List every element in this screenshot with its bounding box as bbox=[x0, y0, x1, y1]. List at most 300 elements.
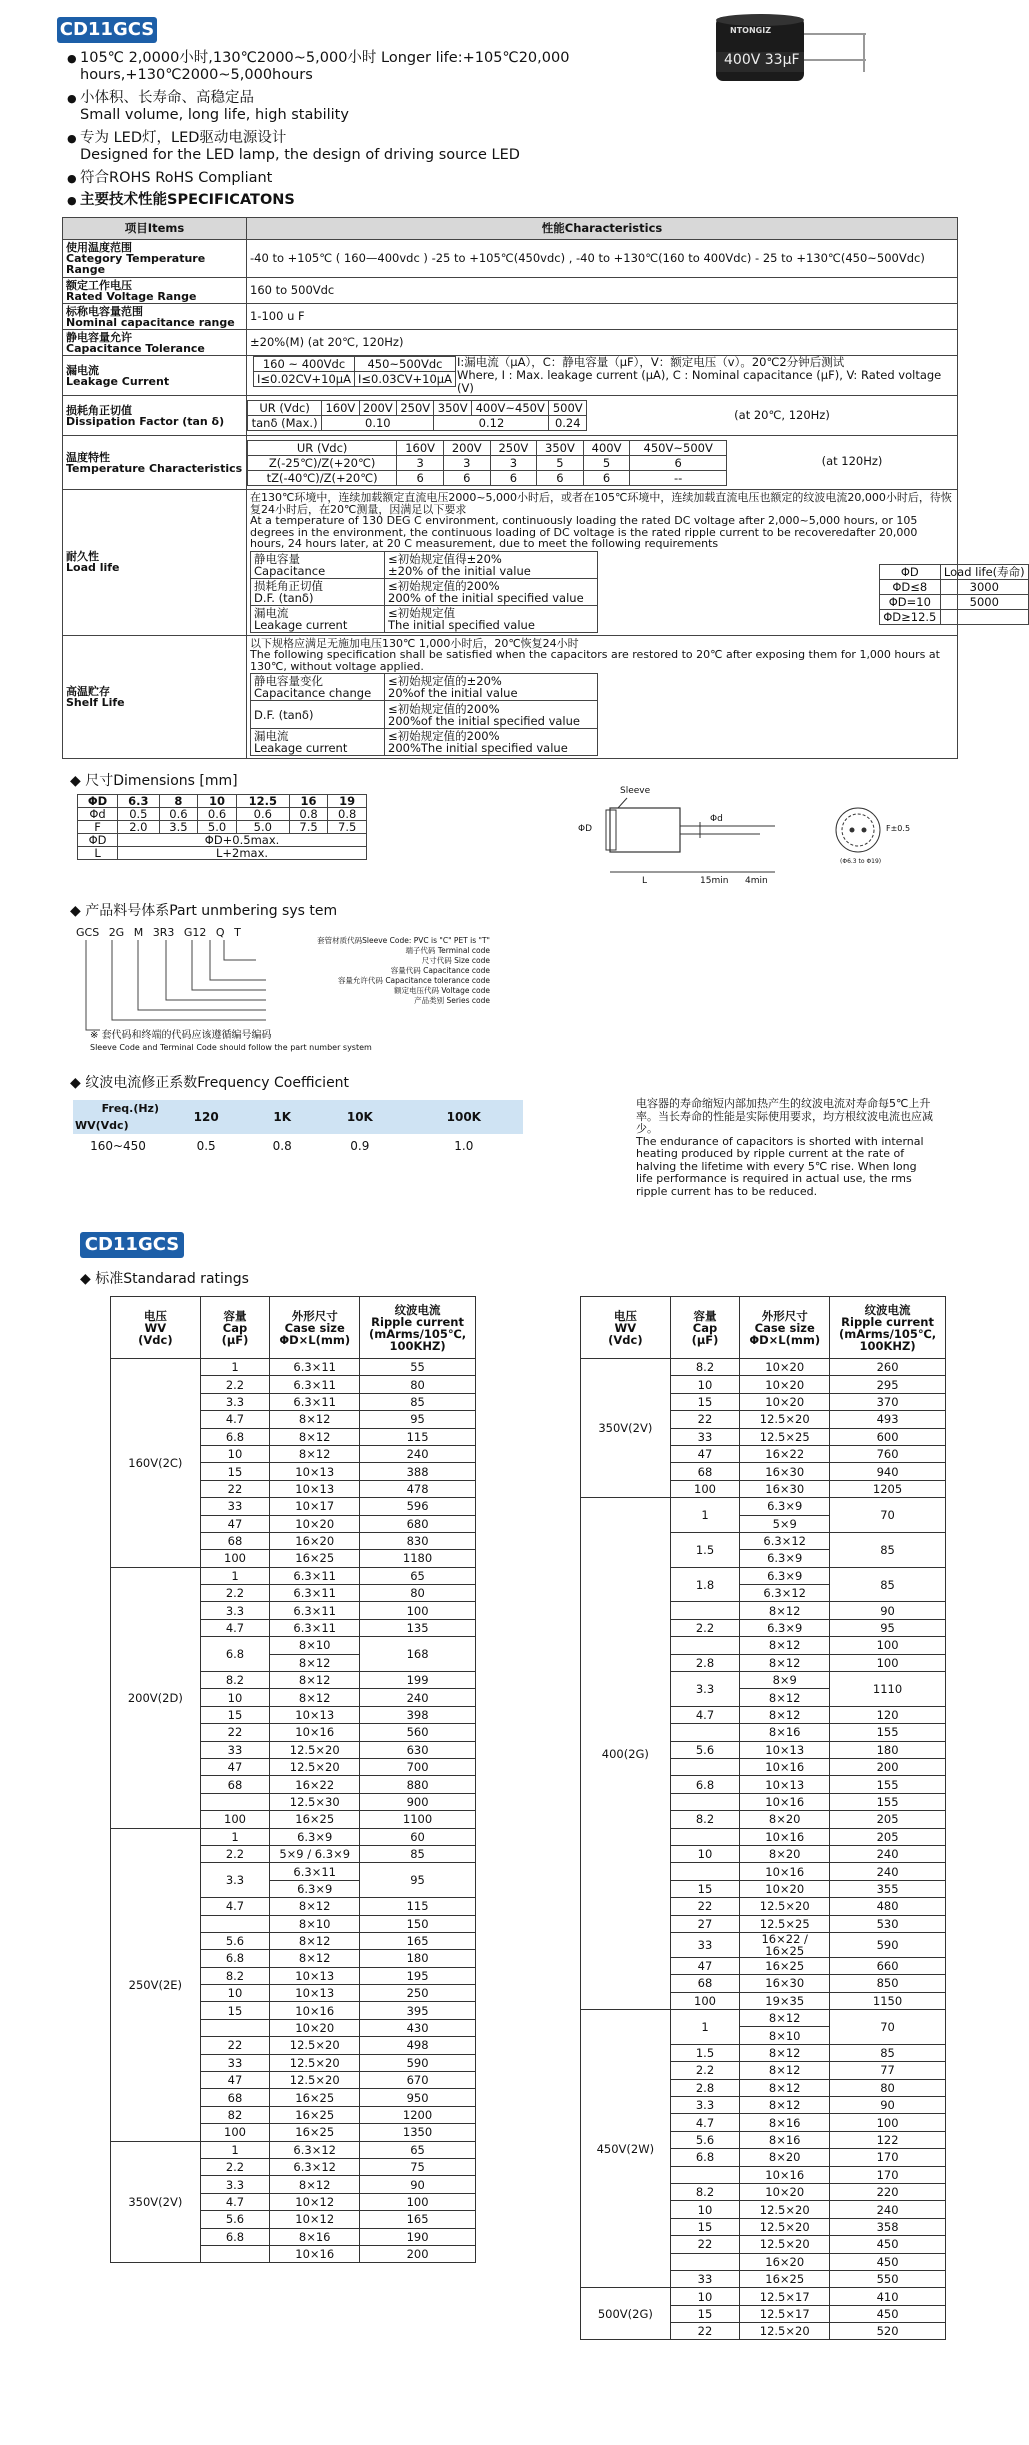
ratings-cap: 2.2 bbox=[670, 1619, 740, 1636]
ratings-cap: 15 bbox=[670, 1393, 740, 1410]
ratings-cap: 8.2 bbox=[670, 1359, 740, 1376]
feature-2: ● 小体积、长寿命、高稳定品 Small volume, long life, high stability bbox=[67, 90, 349, 123]
spec-row-cap-range: 标称电容量范围 Nominal capacitance range bbox=[63, 304, 247, 330]
ratings-size: 10×20 bbox=[740, 1393, 830, 1410]
spec-head-items: 项目Items bbox=[63, 218, 247, 240]
ratings-cap: 4.7 bbox=[670, 1706, 740, 1723]
ratings-ripple: 700 bbox=[360, 1758, 476, 1775]
ratings-size: 10×13 bbox=[740, 1776, 830, 1793]
ratings-ripple: 493 bbox=[830, 1411, 946, 1428]
ratings-ripple: 358 bbox=[830, 2218, 946, 2235]
ratings-ripple: 1110 bbox=[830, 1672, 946, 1707]
ratings-size: 10×20 bbox=[270, 1515, 360, 1532]
ratings-cap: 10 bbox=[670, 1845, 740, 1862]
ratings-ripple: 355 bbox=[830, 1880, 946, 1897]
ratings-ripple: 1180 bbox=[360, 1550, 476, 1567]
ratings-wv: 400(2G) bbox=[581, 1498, 671, 2010]
ratings-ripple: 195 bbox=[360, 1967, 476, 1984]
ratings-cap: 10 bbox=[670, 1376, 740, 1393]
partnum-labels: 套管材质代码Sleeve Code: PVC is "C" PET is "T" 端子代码 Terminal code 尺寸代码 Size code 容量代码 Capacitance code 容量允许代码 Capacitance tolerance code 额定电压代码 Voltage code 产品类别 Series code bbox=[317, 936, 490, 1005]
ratings-cap bbox=[200, 1915, 270, 1932]
ratings-size: 8×12 bbox=[270, 1428, 360, 1445]
ratings-cap bbox=[670, 1637, 740, 1654]
ratings-cap: 22 bbox=[670, 1898, 740, 1915]
ratings-ripple: 170 bbox=[830, 2166, 946, 2183]
ratings-ripple: 850 bbox=[830, 1975, 946, 1992]
ratings-size: 12.5×20 bbox=[740, 2236, 830, 2253]
ratings-ripple: 478 bbox=[360, 1480, 476, 1497]
ratings-cap: 33 bbox=[670, 2270, 740, 2287]
spec-row-leakage: 漏电流 Leakage Current bbox=[63, 356, 247, 396]
ratings-size: 8×12 bbox=[270, 1445, 360, 1462]
ratings-size: 10×13 bbox=[740, 1741, 830, 1758]
ratings-cap: 47 bbox=[200, 1515, 270, 1532]
ratings-ripple: 170 bbox=[830, 2149, 946, 2166]
ratings-size: 6.3×11 bbox=[270, 1567, 360, 1584]
ratings-cap: 3.3 bbox=[200, 1393, 270, 1410]
ratings-ripple: 180 bbox=[830, 1741, 946, 1758]
ratings-head-2: 外形尺寸 Case size ΦD×L(mm) bbox=[740, 1297, 830, 1359]
ratings-ripple: 498 bbox=[360, 2037, 476, 2054]
ratings-cap: 3.3 bbox=[670, 1672, 740, 1707]
ratings-size: 6.3×11 bbox=[270, 1376, 360, 1393]
ratings-cap: 5.6 bbox=[200, 1932, 270, 1949]
ratings-size: 8×12 bbox=[270, 1898, 360, 1915]
ratings-ripple: 450 bbox=[830, 2236, 946, 2253]
ratings-size: 10×13 bbox=[270, 1967, 360, 1984]
ratings-ripple: 200 bbox=[360, 2245, 476, 2262]
ratings-size: 8×12 bbox=[740, 2062, 830, 2079]
ratings-head-1: 容量 Cap (μF) bbox=[670, 1297, 740, 1359]
ratings-cap: 6.8 bbox=[200, 1428, 270, 1445]
ratings-ripple: 900 bbox=[360, 1793, 476, 1810]
partnum-note: ※ 套代码和终端的代码应该遵循编号编码 Sleeve Code and Terminal Code should follow the part number system bbox=[90, 1030, 372, 1052]
ratings-size: 16×30 bbox=[740, 1463, 830, 1480]
ratings-cap bbox=[670, 1793, 740, 1810]
ratings-size: 6.3×9 bbox=[740, 1550, 830, 1567]
spec-shelf-life-value: 以下规格应满足无施加电压130℃ 1,000小时后，20℃恢复24小时 The following specification shall be satisfied when the capacitors are restored to 20℃ after exposing them for 1,000 hours at 130℃, without voltage applied. 静电容量变化 Capacitance change ≤初始规定值的±20% 20%of the initial value D.F. (tanδ) ≤初始规定值的200% 200%of the initial specified value 漏电流 Leakage current ≤初始规定值的200% 200%The initial specified value bbox=[247, 635, 958, 759]
ratings-ripple: 65 bbox=[360, 1567, 476, 1584]
spec-load-life-value: 在130℃环境中，连续加载额定直流电压2000~5,000小时后，或者在105℃环境中，连续加载直流电压也额定的纹波电流20,000小时后，待恢复24小时后，在20℃测量，因满足以下要求 At a temperature of 130 DEG C environment, continuously loading the rated DC voltage after 2,000~5,000 hours, or 105 degrees in the environment, the continuous loading of DC voltage is the rated ripple current to be recoveredafter 20,000 hours, 24 hours later, at 20 C measurement, due to meet the following requirements 静电容量 Capacitance ≤初始规定值得±20% ±20% of the initial value 损耗角正切值 D.F. (tanδ) ≤初始规定值的200% 200% of the initial specified value 漏电流 Leakage current ≤初始规定值 The initial specified value ΦD Load life(寿命) ΦD≤8 3000 ΦD=10 5000 ΦD≥12.5 bbox=[247, 490, 958, 636]
ratings-ripple: 165 bbox=[360, 2211, 476, 2228]
ratings-size: 6.3×11 bbox=[270, 1619, 360, 1636]
ratings-size: 12.5×20 bbox=[270, 2037, 360, 2054]
ratings-cap: 8.2 bbox=[200, 1672, 270, 1689]
ratings-ripple: 680 bbox=[360, 1515, 476, 1532]
ratings-cap: 22 bbox=[200, 1480, 270, 1497]
ratings-ripple: 630 bbox=[360, 1741, 476, 1758]
ratings-size: 16×22 / 16×25 bbox=[740, 1932, 830, 1957]
ratings-ripple: 70 bbox=[830, 2010, 946, 2045]
ratings-ripple: 80 bbox=[830, 2079, 946, 2096]
ratings-cap: 3.3 bbox=[200, 1602, 270, 1619]
ratings-cap: 3.3 bbox=[670, 2097, 740, 2114]
ratings-ripple: 370 bbox=[830, 1393, 946, 1410]
ratings-cap: 15 bbox=[200, 2002, 270, 2019]
ratings-size: 8×20 bbox=[740, 1811, 830, 1828]
ratings-size: 10×20 bbox=[270, 2019, 360, 2036]
spec-leakage-value: 160 ~ 400Vdc 450~500Vdc I≤0.02CV+10μA I≤0.03CV+10μA I:漏电流（μA），C：静电容量（μF），V：额定电压（v）。20℃2分钟后测试 Where, I : Max. leakage current (μA), C : Nominal capacitance (μF), V: Rated voltage (V) bbox=[247, 356, 958, 396]
ratings-ripple: 180 bbox=[360, 1950, 476, 1967]
ratings-cap bbox=[670, 1758, 740, 1775]
ratings-size: 10×17 bbox=[270, 1498, 360, 1515]
ratings-size: 12.5×25 bbox=[740, 1915, 830, 1932]
ratings-size: 19×35 bbox=[740, 1992, 830, 2009]
ratings-size: 6.3×11 bbox=[270, 1393, 360, 1410]
ratings-ripple: 100 bbox=[360, 2193, 476, 2210]
ratings-ripple: 120 bbox=[830, 1706, 946, 1723]
ratings-wv: 250V(2E) bbox=[111, 1828, 201, 2141]
ratings-ripple: 199 bbox=[360, 1672, 476, 1689]
ratings-ripple: 450 bbox=[830, 2253, 946, 2270]
ratings-cap: 47 bbox=[200, 1758, 270, 1775]
ratings-cap: 33 bbox=[200, 2054, 270, 2071]
ratings-size: 8×12 bbox=[270, 1950, 360, 1967]
dimensions-table: ΦD 6.3 8 10 12.5 16 19 Φd 0.5 0.6 0.6 0.6 0.8 0.8 F 2.0 3.5 5.0 5.0 7.5 7.5 ΦD ΦD+0.5max. L L+2max. bbox=[77, 794, 367, 860]
ratings-head-0: 电压 WV (Vdc) bbox=[581, 1297, 671, 1359]
ratings-size: 10×20 bbox=[740, 2183, 830, 2200]
ratings-size: 6.3×9 bbox=[740, 1619, 830, 1636]
ratings-ripple: 530 bbox=[830, 1915, 946, 1932]
ratings-cap: 10 bbox=[670, 2201, 740, 2218]
ratings-ripple: 100 bbox=[360, 1602, 476, 1619]
ratings-cap: 1.8 bbox=[670, 1567, 740, 1602]
ratings-size: 5×9 bbox=[740, 1515, 830, 1532]
d-label: Φd bbox=[710, 814, 723, 824]
ratings-cap: 68 bbox=[200, 1532, 270, 1549]
ratings-cap: 6.8 bbox=[670, 1776, 740, 1793]
ratings-cap: 2.2 bbox=[670, 2062, 740, 2079]
dimension-drawing bbox=[560, 786, 940, 896]
ratings-size: 16×25 bbox=[740, 1957, 830, 1974]
ratings-ripple: 450 bbox=[830, 2305, 946, 2322]
ratings-ripple: 480 bbox=[830, 1898, 946, 1915]
ratings-size: 12.5×20 bbox=[740, 2323, 830, 2340]
ratings-size: 8×12 bbox=[740, 2044, 830, 2061]
ratings-ripple: 115 bbox=[360, 1898, 476, 1915]
ratings-table-left bbox=[110, 1296, 476, 2263]
ratings-size: 16×30 bbox=[740, 1975, 830, 1992]
ratings-cap bbox=[200, 2019, 270, 2036]
ratings-cap: 33 bbox=[670, 1428, 740, 1445]
ratings-cap: 22 bbox=[670, 2236, 740, 2253]
ratings-cap bbox=[670, 1724, 740, 1741]
ratings-ripple: 1150 bbox=[830, 1992, 946, 2009]
ratings-size: 8×20 bbox=[740, 1845, 830, 1862]
ratings-ripple: 155 bbox=[830, 1776, 946, 1793]
ratings-size: 16×25 bbox=[270, 1811, 360, 1828]
ratings-size: 6.3×9 bbox=[740, 1567, 830, 1584]
ratings-cap: 100 bbox=[200, 2124, 270, 2141]
ratings-size: 10×16 bbox=[740, 2166, 830, 2183]
ratings-size: 12.5×25 bbox=[740, 1428, 830, 1445]
drawing-note: (Φ6.3 to Φ19) bbox=[840, 858, 882, 865]
ratings-ripple: 85 bbox=[830, 1567, 946, 1602]
ratings-size: 6.3×9 bbox=[270, 1828, 360, 1845]
ratings-wv: 350V(2V) bbox=[111, 2141, 201, 2263]
ratings-cap: 1 bbox=[200, 2141, 270, 2158]
ratings-ripple: 260 bbox=[830, 1359, 946, 1376]
ratings-size: 8×12 bbox=[270, 1689, 360, 1706]
spec-temp-char-value: UR (Vdc) 160V 200V 250V 350V 400V 450V~500V Z(-25℃)/Z(+20℃) 3 3 3 5 5 6 tZ(-40℃)/Z(+20℃) 6 6 6 6 6 -- (at 120Hz) bbox=[247, 436, 958, 490]
ratings-ripple: 295 bbox=[830, 1376, 946, 1393]
spec-voltage-value: 160 to 500Vdc bbox=[247, 278, 958, 304]
ratings-size: 8×12 bbox=[740, 2097, 830, 2114]
ratings-ripple: 240 bbox=[360, 1689, 476, 1706]
ratings-cap: 2.2 bbox=[200, 1376, 270, 1393]
ratings-row bbox=[111, 1359, 476, 1376]
min4-label: 4min bbox=[745, 876, 768, 886]
ratings-cap: 15 bbox=[670, 1880, 740, 1897]
ratings-size: 8×12 bbox=[270, 1932, 360, 1949]
ratings-ripple: 240 bbox=[830, 1863, 946, 1880]
ratings-title: ◆ 标准Standarad ratings bbox=[80, 1271, 249, 1287]
ratings-size: 6.3×11 bbox=[270, 1359, 360, 1376]
ratings-size: 16×25 bbox=[270, 2106, 360, 2123]
ratings-cap: 1 bbox=[670, 1498, 740, 1533]
ratings-size: 16×20 bbox=[740, 2253, 830, 2270]
ratings-size: 10×16 bbox=[740, 1758, 830, 1775]
ratings-cap: 22 bbox=[670, 2323, 740, 2340]
ratings-size: 10×13 bbox=[270, 1985, 360, 2002]
capacitor-image bbox=[716, 12, 818, 80]
ratings-size: 12.5×20 bbox=[270, 2054, 360, 2071]
ratings-ripple: 250 bbox=[360, 1985, 476, 2002]
ratings-size: 8×16 bbox=[740, 1724, 830, 1741]
ratings-ripple: 100 bbox=[830, 2114, 946, 2131]
ratings-ripple: 550 bbox=[830, 2270, 946, 2287]
f-label: F±0.5 bbox=[886, 824, 911, 833]
ratings-ripple: 410 bbox=[830, 2288, 946, 2305]
ratings-cap: 1.5 bbox=[670, 2044, 740, 2061]
ratings-row bbox=[581, 1498, 946, 1515]
ratings-size: 5×9 / 6.3×9 bbox=[270, 1845, 360, 1862]
ratings-cap: 4.7 bbox=[670, 2114, 740, 2131]
ratings-cap: 10 bbox=[200, 1689, 270, 1706]
ratings-cap bbox=[670, 1828, 740, 1845]
ratings-cap: 4.7 bbox=[200, 1411, 270, 1428]
ratings-size: 6.3×12 bbox=[740, 1532, 830, 1549]
dimensions-title: ◆ 尺寸Dimensions [mm] bbox=[70, 773, 238, 789]
ratings-size: 12.5×17 bbox=[740, 2288, 830, 2305]
ratings-size: 16×30 bbox=[740, 1480, 830, 1497]
ratings-cap: 100 bbox=[200, 1550, 270, 1567]
partnum-title: ◆ 产品料号体系Part unmbering sys tem bbox=[70, 903, 338, 919]
ratings-head-1: 容量 Cap (μF) bbox=[200, 1297, 270, 1359]
ratings-cap: 47 bbox=[670, 1957, 740, 1974]
spec-row-shelf-life: 高温贮存 Shelf Life bbox=[63, 635, 247, 759]
ratings-head-3: 纹波电流 Ripple current (mArms/105℃, 100KHZ) bbox=[830, 1297, 946, 1359]
ratings-size: 12.5×20 bbox=[740, 2218, 830, 2235]
ratings-row bbox=[581, 1359, 946, 1376]
ratings-ripple: 240 bbox=[830, 2201, 946, 2218]
partnum-code: GCS 2G M 3R3 G12 Q T bbox=[76, 926, 241, 939]
ratings-row bbox=[111, 2141, 476, 2158]
ratings-size: 8×12 bbox=[740, 1637, 830, 1654]
ratings-size: 10×20 bbox=[740, 1880, 830, 1897]
spec-table bbox=[62, 217, 1025, 759]
freq-title: ◆ 纹波电流修正系数Frequency Coefficient bbox=[70, 1075, 350, 1091]
ratings-ripple: 155 bbox=[830, 1793, 946, 1810]
ratings-cap: 5.6 bbox=[670, 2131, 740, 2148]
ratings-ripple: 388 bbox=[360, 1463, 476, 1480]
ratings-cap: 33 bbox=[200, 1498, 270, 1515]
ratings-cap: 2.2 bbox=[200, 1585, 270, 1602]
ratings-cap: 4.7 bbox=[200, 2193, 270, 2210]
ratings-size: 8×12 bbox=[740, 1706, 830, 1723]
ratings-ripple: 90 bbox=[830, 2097, 946, 2114]
ratings-cap: 2.2 bbox=[200, 2158, 270, 2175]
ratings-head-3: 纹波电流 Ripple current (mArms/105℃, 100KHZ) bbox=[360, 1297, 476, 1359]
feature-3: ● 专为 LED灯，LED驱动电源设计 Designed for the LED lamp, the design of driving source LED bbox=[67, 130, 520, 163]
ratings-ripple: 85 bbox=[830, 1532, 946, 1567]
ratings-cap: 8.2 bbox=[200, 1967, 270, 1984]
ratings-wv: 200V(2D) bbox=[111, 1567, 201, 1828]
ratings-size: 10×13 bbox=[270, 1706, 360, 1723]
ratings-size: 8×12 bbox=[270, 1411, 360, 1428]
ratings-size: 10×20 bbox=[740, 1376, 830, 1393]
ratings-cap: 2.2 bbox=[200, 1845, 270, 1862]
feature-5: ● 主要技术性能SPECIFICATONS bbox=[67, 192, 295, 208]
l-label: L bbox=[642, 876, 648, 886]
ratings-size: 8×16 bbox=[740, 2114, 830, 2131]
feature-1: ● 105℃ 2,0000小时,130℃2000~5,000小时 Longer life:+105℃20,000 hours,+130℃2000~5,000hours bbox=[67, 50, 570, 83]
ratings-cap: 68 bbox=[200, 2089, 270, 2106]
ratings-wv: 350V(2V) bbox=[581, 1359, 671, 1498]
ratings-ripple: 90 bbox=[830, 1602, 946, 1619]
capacitor-brand: NTONGIZ bbox=[730, 26, 771, 35]
ratings-size: 16×22 bbox=[740, 1445, 830, 1462]
ratings-size: 6.3×11 bbox=[270, 1863, 360, 1880]
ratings-size: 8×12 bbox=[740, 2010, 830, 2027]
feature-4: ● 符合ROHS RoHS Compliant bbox=[67, 170, 273, 186]
ratings-cap: 22 bbox=[670, 1411, 740, 1428]
ratings-size: 8×20 bbox=[740, 2149, 830, 2166]
ratings-cap: 1 bbox=[200, 1828, 270, 1845]
ratings-ripple: 240 bbox=[360, 1445, 476, 1462]
ratings-size: 8×12 bbox=[740, 1602, 830, 1619]
ratings-cap: 68 bbox=[670, 1463, 740, 1480]
ratings-cap: 5.6 bbox=[670, 1741, 740, 1758]
ratings-cap: 2.8 bbox=[670, 2079, 740, 2096]
ratings-ripple: 80 bbox=[360, 1585, 476, 1602]
ratings-ripple: 200 bbox=[830, 1758, 946, 1775]
ratings-size: 10×16 bbox=[270, 2245, 360, 2262]
ratings-ripple: 240 bbox=[830, 1845, 946, 1862]
ratings-size: 6.3×11 bbox=[270, 1585, 360, 1602]
ratings-cap: 1 bbox=[200, 1359, 270, 1376]
ratings-ripple: 430 bbox=[360, 2019, 476, 2036]
spec-head-char: 性能Characteristics bbox=[247, 218, 958, 240]
ratings-row bbox=[111, 1828, 476, 1845]
ratings-table-right bbox=[580, 1296, 946, 2340]
ratings-ripple: 70 bbox=[830, 1498, 946, 1533]
ratings-size: 10×16 bbox=[740, 1863, 830, 1880]
partnum-diagram bbox=[76, 926, 496, 1061]
ratings-size: 6.3×12 bbox=[270, 2141, 360, 2158]
ratings-cap: 27 bbox=[670, 1915, 740, 1932]
ratings-ripple: 880 bbox=[360, 1776, 476, 1793]
ratings-ripple: 590 bbox=[360, 2054, 476, 2071]
ratings-cap bbox=[200, 1793, 270, 1810]
ratings-cap: 10 bbox=[200, 1985, 270, 2002]
ratings-cap: 33 bbox=[670, 1932, 740, 1957]
ratings-ripple: 220 bbox=[830, 2183, 946, 2200]
ratings-cap: 15 bbox=[200, 1706, 270, 1723]
ratings-size: 8×10 bbox=[270, 1637, 360, 1654]
ratings-ripple: 398 bbox=[360, 1706, 476, 1723]
ratings-ripple: 55 bbox=[360, 1359, 476, 1376]
ratings-row bbox=[111, 1567, 476, 1584]
od-label: ΦD bbox=[578, 824, 593, 834]
ratings-ripple: 155 bbox=[830, 1724, 946, 1741]
ratings-cap: 3.3 bbox=[200, 2176, 270, 2193]
ratings-size: 16×25 bbox=[270, 2089, 360, 2106]
ratings-cap: 10 bbox=[200, 1445, 270, 1462]
ratings-size: 6.3×9 bbox=[740, 1498, 830, 1515]
ratings-cap: 100 bbox=[670, 1992, 740, 2009]
sleeve-label: Sleeve bbox=[620, 786, 651, 796]
ratings-cap bbox=[670, 2253, 740, 2270]
ratings-size: 8×9 bbox=[740, 1672, 830, 1689]
spec-row-temp-char: 温度特性 Temperature Characteristics bbox=[63, 436, 247, 490]
ratings-size: 12.5×20 bbox=[270, 1741, 360, 1758]
series-tag-2: CD11GCS bbox=[80, 1232, 184, 1258]
ratings-ripple: 1200 bbox=[360, 2106, 476, 2123]
ratings-cap bbox=[200, 2245, 270, 2262]
ratings-cap: 47 bbox=[200, 2072, 270, 2089]
ratings-row bbox=[581, 2010, 946, 2027]
ratings-size: 12.5×20 bbox=[740, 1898, 830, 1915]
ratings-cap: 10 bbox=[670, 2288, 740, 2305]
ratings-ripple: 205 bbox=[830, 1828, 946, 1845]
ratings-ripple: 670 bbox=[360, 2072, 476, 2089]
ratings-head-2: 外形尺寸 Case size ΦD×L(mm) bbox=[270, 1297, 360, 1359]
ratings-size: 8×12 bbox=[270, 1654, 360, 1671]
ratings-ripple: 168 bbox=[360, 1637, 476, 1672]
ratings-cap: 8.2 bbox=[670, 1811, 740, 1828]
ratings-cap: 100 bbox=[670, 1480, 740, 1497]
ratings-size: 6.3×9 bbox=[270, 1880, 360, 1897]
ratings-cap bbox=[670, 1602, 740, 1619]
ratings-cap: 2.8 bbox=[670, 1654, 740, 1671]
ratings-cap: 4.7 bbox=[200, 1619, 270, 1636]
ratings-cap: 1 bbox=[200, 1567, 270, 1584]
ratings-ripple: 190 bbox=[360, 2228, 476, 2245]
ratings-cap: 47 bbox=[670, 1445, 740, 1462]
ratings-ripple: 205 bbox=[830, 1811, 946, 1828]
ratings-ripple: 760 bbox=[830, 1445, 946, 1462]
ratings-size: 12.5×17 bbox=[740, 2305, 830, 2322]
ratings-ripple: 95 bbox=[360, 1411, 476, 1428]
ratings-wv: 450V(2W) bbox=[581, 2010, 671, 2288]
ratings-cap bbox=[670, 2166, 740, 2183]
ratings-ripple: 520 bbox=[830, 2323, 946, 2340]
ratings-size: 8×12 bbox=[270, 1672, 360, 1689]
ratings-ripple: 395 bbox=[360, 2002, 476, 2019]
ratings-cap: 6.8 bbox=[200, 1637, 270, 1672]
ratings-ripple: 1205 bbox=[830, 1480, 946, 1497]
ratings-cap: 68 bbox=[670, 1975, 740, 1992]
ratings-cap: 15 bbox=[200, 1463, 270, 1480]
ratings-size: 10×16 bbox=[270, 1724, 360, 1741]
ratings-ripple: 65 bbox=[360, 2141, 476, 2158]
ratings-cap: 100 bbox=[200, 1811, 270, 1828]
ratings-size: 8×16 bbox=[740, 2131, 830, 2148]
ratings-size: 16×22 bbox=[270, 1776, 360, 1793]
ratings-ripple: 90 bbox=[360, 2176, 476, 2193]
ratings-cap: 6.8 bbox=[200, 2228, 270, 2245]
